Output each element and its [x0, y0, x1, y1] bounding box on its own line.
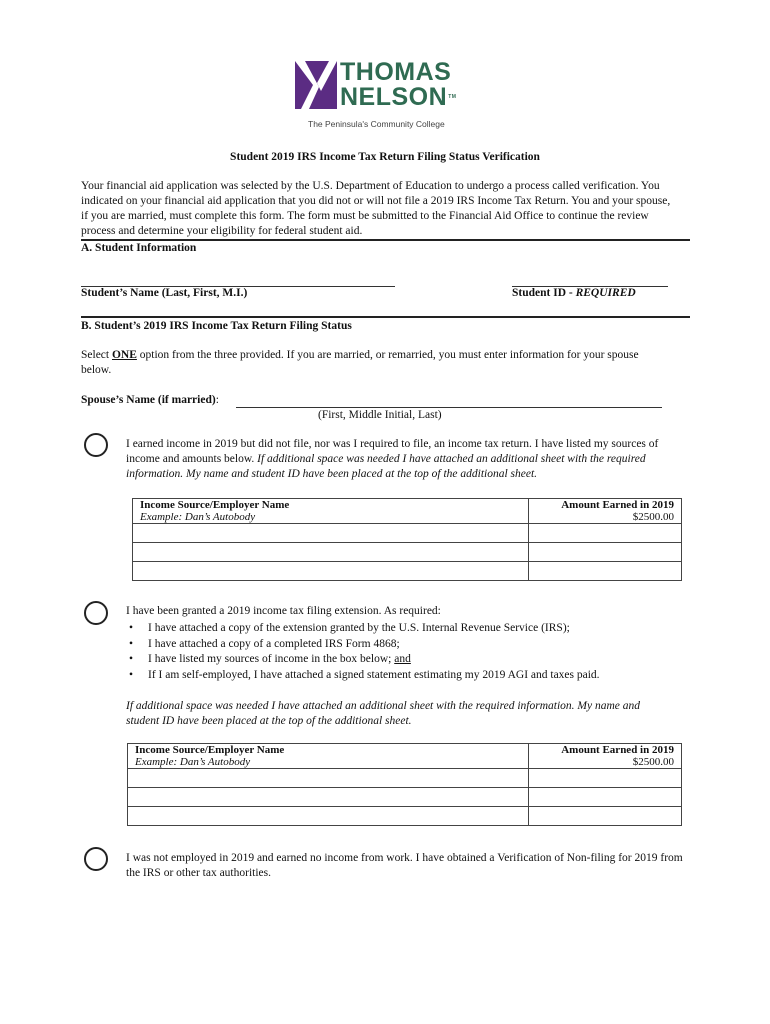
spouse-name-field[interactable]	[236, 394, 662, 408]
table-cell[interactable]	[529, 524, 682, 543]
table-cell	[133, 499, 529, 524]
list-item: • I have attached a copy of the extension granted by the U.S. Internal Revenue Service (IRS);	[126, 621, 686, 637]
logo-tagline: The Peninsula's Community College	[308, 119, 445, 129]
income-source-header: Income Source/Employer Name	[135, 744, 285, 756]
table-row	[133, 499, 682, 524]
table-cell[interactable]	[529, 769, 682, 788]
student-name-field[interactable]	[81, 272, 395, 287]
income-table-1	[132, 498, 682, 581]
table-row	[128, 769, 682, 788]
table-row	[133, 524, 682, 543]
logo-tm: TM	[448, 94, 457, 100]
table-cell[interactable]	[133, 543, 529, 562]
student-id-field[interactable]	[512, 272, 668, 287]
option-2-intro: I have been granted a 2019 income tax filing extension. As required:	[126, 605, 441, 617]
table-row	[133, 543, 682, 562]
required-marker: REQUIRED	[575, 287, 636, 299]
income-table-2	[127, 743, 682, 826]
table-row	[133, 562, 682, 581]
logo-wordmark	[340, 60, 456, 110]
table-cell	[128, 744, 529, 769]
amount-header: Amount Earned in 2019	[561, 499, 674, 511]
logo-line1: THOMAS	[340, 58, 452, 86]
table-cell[interactable]	[133, 562, 529, 581]
spouse-name-hint: (First, Middle Initial, Last)	[318, 409, 442, 421]
intro-paragraph: Your financial aid application was selected by the U.S. Department of Education to undergo a process called verification. You indicated on your financial aid application that you did not or will not file a 2019 IRS Income Tax Return. You and your spouse, if you are married, must complete this form. The form must be submitted to the Financial Aid Office to continue the review process and determine your eligibility for federal student aid.	[81, 180, 671, 237]
option-2-note: If additional space was needed I have attached an additional sheet with the required information. My name and student ID have been placed at the top of the additional sheet.	[126, 700, 641, 727]
section-b-heading: B. Student’s 2019 IRS Income Tax Return Filing Status	[81, 320, 352, 332]
logo-mark-icon	[295, 61, 337, 109]
example-amount: $2500.00	[632, 511, 674, 523]
table-cell	[529, 499, 682, 524]
table-cell[interactable]	[529, 807, 682, 826]
income-source-header: Income Source/Employer Name	[140, 499, 290, 511]
option-1-text: I earned income in 2019 but did not file, nor was I required to file, an income tax return. I have listed my sources of income and amounts below. If additional space was needed I have attached an additional sheet with the required information. My name and student ID have been placed at the top of the additional sheet.	[126, 438, 659, 480]
student-name-label: Student’s Name (Last, First, M.I.)	[81, 287, 248, 299]
table-cell[interactable]	[128, 807, 529, 826]
table-cell[interactable]	[529, 562, 682, 581]
logo-line2: NELSONTM	[340, 83, 457, 111]
select-instructions: Select ONE option from the three provided. If you are married, or remarried, you must enter information for your spouse below.	[81, 349, 639, 376]
option-2-radio[interactable]	[84, 601, 108, 625]
table-cell[interactable]	[529, 543, 682, 562]
table-cell[interactable]	[529, 788, 682, 807]
section-a-heading: A. Student Information	[81, 242, 197, 254]
college-logo	[292, 58, 482, 130]
table-row	[128, 788, 682, 807]
table-cell[interactable]	[128, 788, 529, 807]
list-item: • I have listed my sources of income in the box below; and	[126, 652, 686, 668]
list-item: • I have attached a copy of a completed IRS Form 4868;	[126, 637, 686, 653]
section-b-divider	[81, 316, 690, 318]
student-id-label: Student ID - REQUIRED	[512, 287, 636, 299]
list-item: • If I am self-employed, I have attached a signed statement estimating my 2019 AGI and taxes paid.	[126, 668, 686, 684]
page-title: Student 2019 IRS Income Tax Return Filing Status Verification	[230, 151, 540, 163]
spouse-name-label: Spouse’s Name (if married):	[81, 394, 219, 406]
option-3-text: I was not employed in 2019 and earned no income from work. I have obtained a Verification of Non-filing for 2019 from the IRS or other tax authorities.	[126, 852, 683, 879]
option-2-requirements	[126, 621, 686, 683]
table-cell	[529, 744, 682, 769]
option-1-radio[interactable]	[84, 433, 108, 457]
table-cell[interactable]	[133, 524, 529, 543]
section-a-divider	[81, 239, 690, 241]
table-row	[128, 807, 682, 826]
example-source: Example: Dan’s Autobody	[135, 756, 251, 768]
example-source: Example: Dan’s Autobody	[140, 511, 256, 523]
option-3-radio[interactable]	[84, 847, 108, 871]
table-row	[128, 744, 682, 769]
table-cell[interactable]	[128, 769, 529, 788]
select-one-emphasis: ONE	[111, 349, 137, 361]
example-amount: $2500.00	[632, 756, 674, 768]
amount-header: Amount Earned in 2019	[561, 744, 674, 756]
